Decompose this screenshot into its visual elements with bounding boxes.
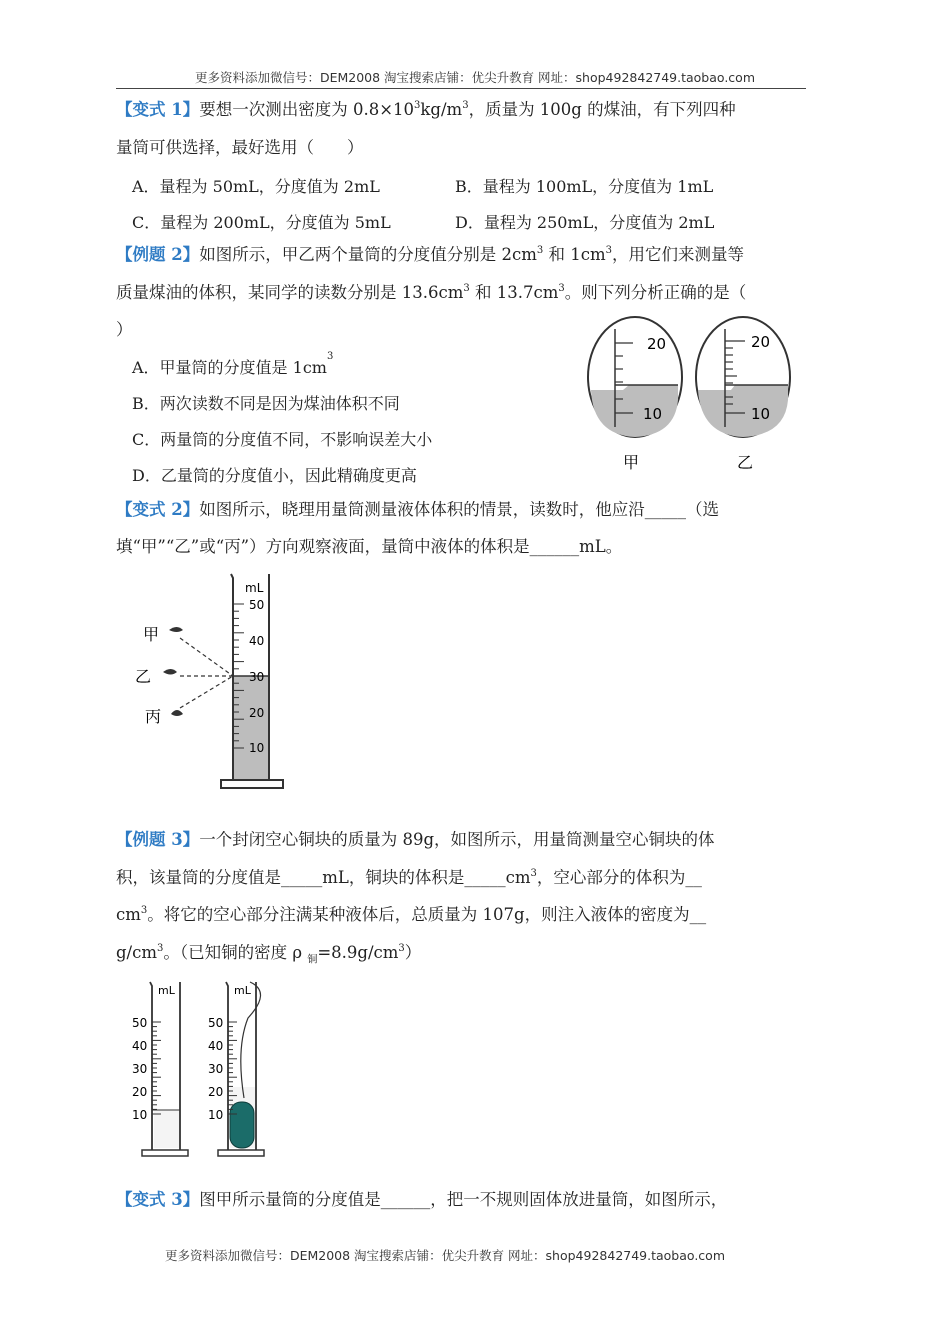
v1-text: ，质量为 100g 的煤油，有下列四种 [468,100,736,119]
t: 。（已知铜的密度 ρ [163,943,308,962]
ex2-line-2 [116,283,746,303]
v2-figure [135,568,295,793]
page-header: 更多资料添加微信号：DEM2008 淘宝搜索店铺：优尖升教育 网址：shop492842749.taobao.com [194,70,756,85]
t: 和 13.7cm [469,283,559,302]
cylinder-right [208,982,264,1156]
string [241,982,261,1098]
eye-label-yi: 乙 [135,667,152,686]
v2-tick-10: 10 [249,741,265,755]
jia-tick-10: 10 [643,405,663,423]
t: A．甲量筒的分度值是 1cm [132,358,327,377]
eye-label-jia: 甲 [143,625,160,644]
copper-block [230,1102,254,1148]
cylinder-jia [588,317,682,472]
v2-line-2: 填“甲”“乙”或“丙”）方向观察液面，量筒中液体的体积是______mL。 [116,537,623,556]
ex3-tick-50-left: 50 [132,1016,148,1030]
ex2-line-3: ） [116,320,133,339]
v2-line-1 [116,500,719,520]
eye-icon [169,627,183,632]
eye-icon [163,669,177,675]
v2-unit: mL [245,581,264,595]
v1-tag: 【变式 1】 [116,100,200,119]
sup: 3 [140,905,148,916]
v1-line-1 [116,100,736,120]
sup: 3 [463,283,470,294]
v3-tag: 【变式 3】 [116,1190,200,1209]
header-rule [116,88,806,89]
v2-tick-40: 40 [249,634,265,648]
jia-label: 甲 [623,453,640,472]
v3-line-1 [116,1190,727,1210]
ex3-line-3 [116,905,706,925]
sup: 3 [605,245,612,256]
sup: 3 [558,283,565,294]
ex3-line-1 [116,830,715,850]
ex3-line-2 [116,868,702,888]
sup: 3 [326,351,334,362]
jia-tick-20: 20 [647,335,667,353]
t: ，空心部分的体积为__ [536,868,702,887]
ex2-option-b: B．两次读数不同是因为煤油体积不同 [132,394,400,413]
t: 。将它的空心部分注满某种液体后，总质量为 107g，则注入液体的密度为__ [147,905,707,924]
sup: 3 [530,868,537,879]
t: 质量煤油的体积，某同学的读数分别是 13.6cm [116,283,464,302]
sup: 3 [414,100,421,111]
sup: 3 [157,943,164,954]
v2-tick-50: 50 [249,598,265,612]
t: ） [404,943,422,962]
ex3-tick-30-right: 30 [208,1062,224,1076]
t: 如图所示，甲乙两个量筒的分度值分别是 2cm [199,245,537,264]
v1-text: 要想一次测出密度为 0.8×10 [199,100,415,119]
sub: 铜 [307,954,318,966]
sup: 3 [536,245,544,256]
eye-icon [171,710,183,716]
v1-option-b: B．量程为 100mL，分度值为 1mL [455,177,714,196]
ex3-tag: 【例题 3】 [116,830,200,849]
t: 积，该量筒的分度值是_____mL，铜块的体积是_____cm [116,868,531,887]
cylinder-yi [696,317,790,472]
yi-label: 乙 [737,453,754,472]
yi-tick-10: 10 [751,405,771,423]
ex2-option-d: D．乙量筒的分度值小，因此精确度更高 [132,466,417,485]
t: =8.9g/cm [317,943,399,962]
v2-tick-30: 30 [249,670,265,684]
sup: 3 [462,100,469,111]
ex3-tick-10-left: 10 [132,1108,148,1122]
v1-option-a: A．量程为 50mL，分度值为 2mL [132,177,380,196]
ex3-unit-right: mL [234,984,251,997]
v1-option-d: D．量程为 250mL，分度值为 2mL [455,213,715,232]
ex3-tick-30-left: 30 [132,1062,148,1076]
t: 图甲所示量筒的分度值是______，把一不规则固体放进量筒，如图所示， [199,1190,728,1209]
page-footer: 更多资料添加微信号：DEM2008 淘宝搜索店铺：优尖升教育 网址：shop492842749.taobao.com [164,1248,726,1263]
t: ，用它们来测量等 [612,245,744,264]
yi-tick-20: 20 [751,333,771,351]
v1-text: kg/m [420,100,463,119]
ex3-unit-left: mL [158,984,175,997]
v1-option-c: C．量程为 200mL，分度值为 5mL [132,213,391,232]
ex2-option-c: C．两量筒的分度值不同，不影响误差大小 [132,430,433,449]
ex3-tick-20-left: 20 [132,1085,148,1099]
eye-label-bing: 丙 [145,707,162,726]
t: 和 1cm [543,245,606,264]
eye-icons [163,627,183,716]
t: cm [116,905,141,924]
v2-tag: 【变式 2】 [116,500,200,519]
v1-line-2: 量筒可供选择，最好选用（ ） [116,138,364,157]
ex3-tick-10-right: 10 [208,1108,224,1122]
ex3-figure [132,978,267,1163]
t: g/cm [116,943,158,962]
t: 。则下列分析正确的是（ [564,283,747,302]
ex3-tick-50-right: 50 [208,1016,224,1030]
v2-tick-20: 20 [249,706,265,720]
ex2-line-1 [116,245,744,265]
ex2-tag: 【例题 2】 [116,245,200,264]
ex2-option-a [132,351,334,378]
sight-lines [180,638,233,708]
ex3-tick-40-right: 40 [208,1039,224,1053]
cylinder-left [132,982,188,1156]
ex2-figure [585,315,800,475]
sup: 3 [398,943,405,954]
t: 一个封闭空心铜块的质量为 89g，如图所示，用量筒测量空心铜块的体 [199,830,715,849]
ex3-tick-20-right: 20 [208,1085,224,1099]
ex3-line-4 [116,943,421,970]
t: 如图所示，晓理用量筒测量液体体积的情景，读数时，他应沿_____（选 [199,500,719,519]
ex3-tick-40-left: 40 [132,1039,148,1053]
